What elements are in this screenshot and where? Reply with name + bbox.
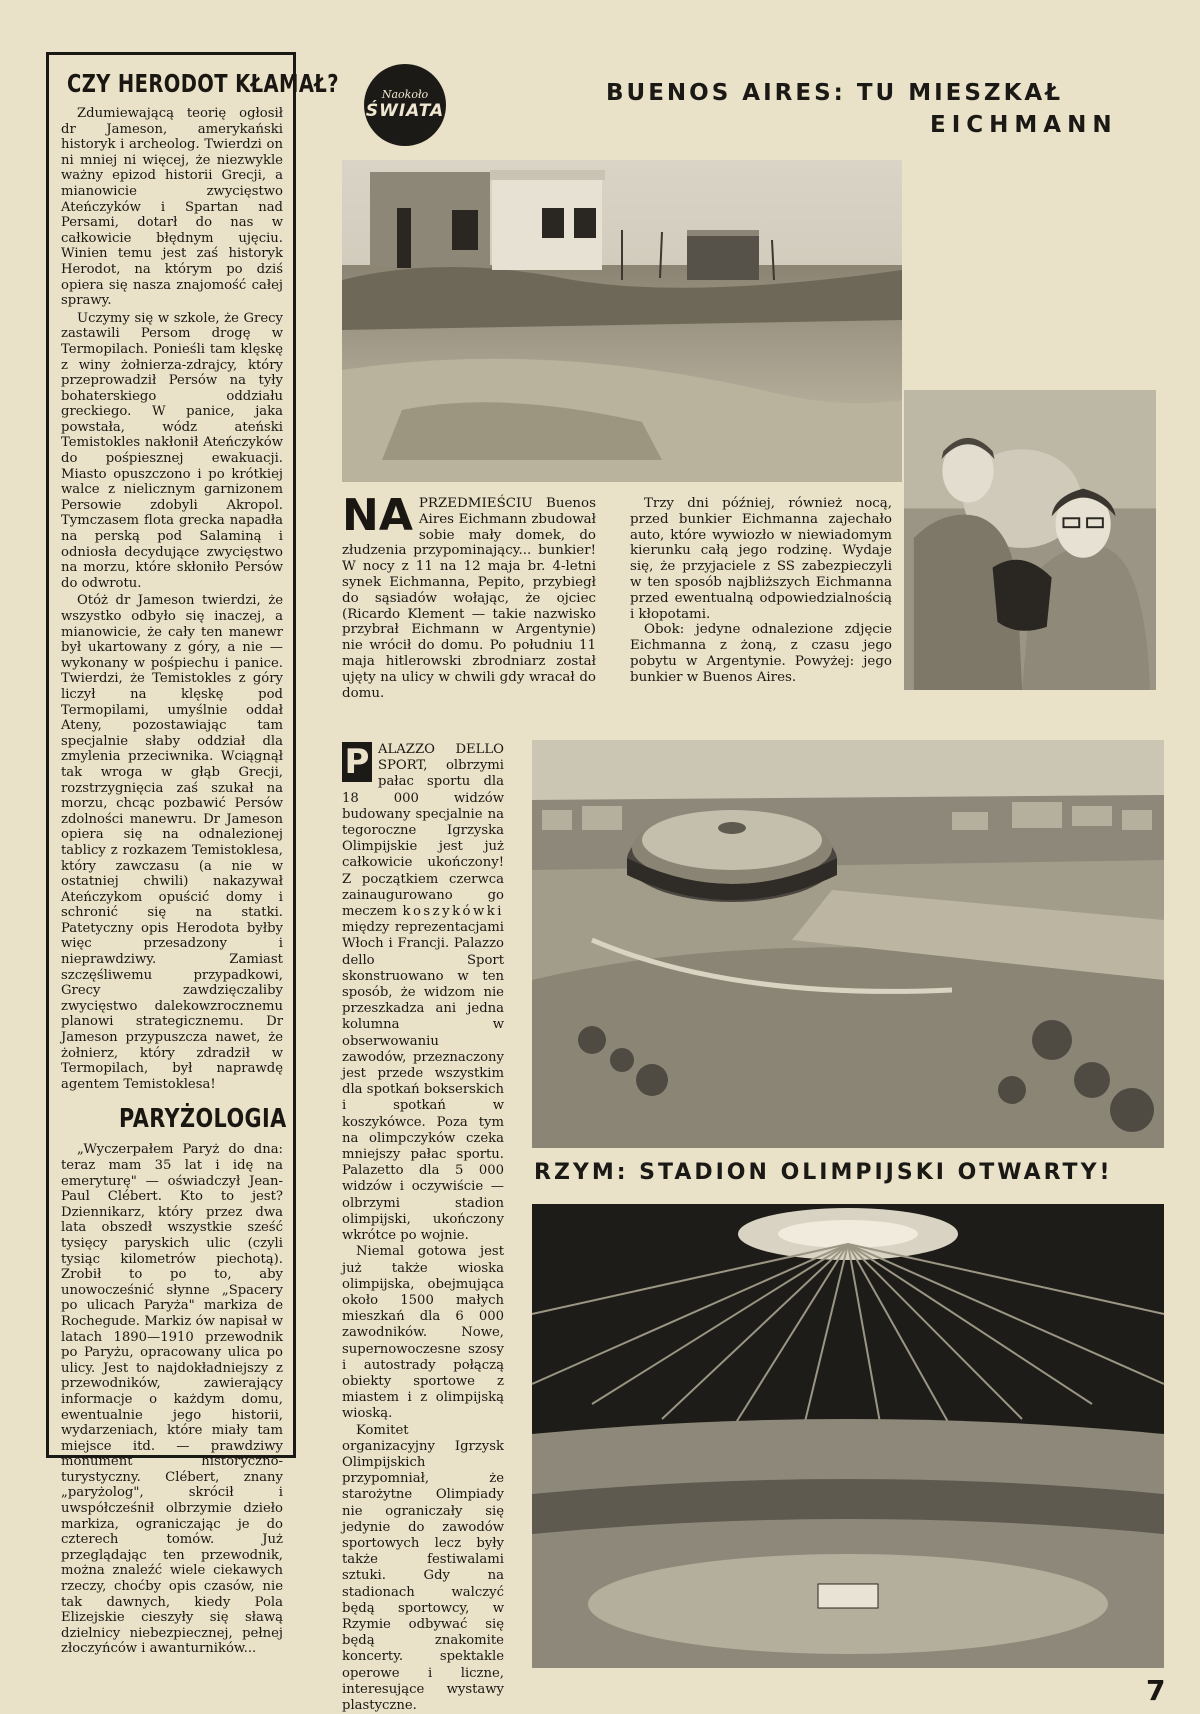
rome-para1-text: olbrzymi pałac sportu dla 18 000 widzów budowany specjalnie na tegoroczne Igrzyska Olimpijskie jest już całkowicie ukończony! Z początkiem czerwca zainaugurowano go meczem: [342, 758, 504, 920]
rome-para3: Komitet organizacyjny Igrzysk Olimpijskich przypomniał, że starożytne Olimpiady nie ograniczały się jedynie do zawodów sportowych lecz były także festiwalami sztuki. Gdy na stadionach walczyć będą sportowcy, w Rzymie odbywać się będą znakomite koncerty. spektakle operowe i liczne, interesujące wystawy plastyczne.: [342, 1422, 504, 1713]
sidebar-paragraph: „Wyczerpałem Paryż do dna: teraz mam 35 lat i idę na emeryturę" — oświadczył Jean-Paul Clébert. Kto to jest? Dziennikarz, który przez dwa lata obszedł wszystkie sześć tysięcy paryskich ulic (czyli tysiąc kilometrów piechotą). Zrobił to po to, aby unowocześnić słynne „Spacery po ulicach Paryża" markiza de Rochegude. Markiz ów napisał w latach 1890—1910 przewodnik po Paryżu, opracowany ulica po ulicy. Jest to najdokładniejszy z przewodników, zawierający informacje o każdym domu, ewentualnie jego historii, wydarzeniach, które miały tam miejsce itd. — prawdziwy monument historyczno-turystyczny. Clébert, znany „paryżolog", skrócił i uwspółcześnił olbrzymie dzieło markiza, ograniczając je do czterech tomów. Już przeglądając ten przewodnik, można znaleźć wiele ciekawych rzeczy, choćby opis czasów, nie tak dawnych, kiedy Pola Elizejskie cieszyły się sławą dzielnicy niebezpiecznej, pełnej złoczyńców i awanturników...: [61, 1142, 283, 1657]
eichmann-headline-line2: EICHMANN: [930, 112, 1118, 138]
sidebar-title-herodot: CZY HERODOT KŁAMAŁ?: [67, 69, 339, 98]
logo-top-text: Naokoło: [381, 88, 429, 101]
page-number: 7: [1146, 1674, 1166, 1707]
bunker-photo-image: [342, 160, 902, 482]
sidebar-paragraph: Uczymy się w szkole, że Grecy zastawili Persom drogę w Termopilach. Ponieśli tam klęskę z winy żołnierza-zdrajcy, który przeprowadził Persów na tyły bohaterskiego oddziału greckiego. W panice, jaka powstała, wódz ateński Temistokles nakłonił Ateńczyków do pośpiesznej ewakuacji. Miasto opuszczono i po krótkiej walce z nielicznym garnizonem Persowie zdobyli Akropol. Tymczasem flota grecka napadła na perską pod Salaminą i odniosła decydujące zwycięstwo na morzu, które skłoniło Persów do odwrotu.: [61, 310, 283, 591]
eichmann-photo-caption: Obok: jedyne odnalezione zdjęcie Eichmanna z żoną, z czasu jego pobytu w Argentynie. Powyżej: jego bunkier w Buenos Aires.: [630, 622, 892, 685]
rome-para2: Niemal gotowa jest już także wioska olimpijska, obejmująca około 1500 małych mieszkań dla 6 000 zawodników. Nowe, supernowoczesne szosy i autostrady połączą obiekty sportowe z miastem i z olimpijską wioską.: [342, 1244, 504, 1422]
sidebar-paragraph: Otóż dr Jameson twierdzi, że wszystko odbyło się inaczej, a mianowicie, że cały ten manewr był ukartowany z góry, a nie — wykonany w pośpiechu i panice. Twierdzi, że Temistokles z góry liczył na klęskę pod Termopilami, umyślnie oddał Ateny, pozostawiając tam specjalnie słaby oddział dla zmylenia przeciwnika. Wciągnął tak wroga w głąb Grecji, rozstrzygnięcia zaś szukał na morzu, chcąc pozbawić Persów zdolności manewru. Dr Jameson opiera się na odnalezionej tablicy z rozkazem Temistoklesa, który zawczasu (a nie w ostatniej chwili) nakazywał Ateńczykom opuścić domy i schronić się na statki. Patetyczny opis Herodota byłby więc przesadzony i nieprawdziwy. Zamiast szczęśliwemu przypadkowi, Grecy zawdzięczaliby zwycięstwo dalekowzrocznemu planowi strategicznemu. Dr Jameson przypuszcza nawet, że żołnierz, który zdradził w Termopilach, był naprawdę agentem Temistoklesa!: [61, 593, 283, 1092]
eichmann-dropcap: NA: [342, 490, 413, 541]
eichmann-lead-paragraph: [342, 490, 596, 701]
eichmann-col1-text: Buenos Aires Eichmann zbudował sobie mały domek, do złudzenia przypominający... bunkier! W nocy z 11 na 12 maja br. 4-letni synek Eichmanna, Pepito, przybiegł do sąsiadów wołając, że ojciec (Ricardo Klement — takie nazwisko przybrał Eichmann w Argentynie) nie wrócił do domu. Po południu 11 maja hitlerowski zbrodniarz został ujęty na ulicy w chwili gdy wracał do domu.: [342, 496, 596, 701]
rome-lead-paragraph: [342, 742, 504, 1244]
bunker-photo: [342, 160, 902, 482]
palazzo-aerial-photo: [532, 740, 1164, 1148]
rome-lead-caps: ALAZZO DELLO SPORT,: [378, 742, 504, 774]
rome-headline: RZYM: STADION OLIMPIJSKI OTWARTY!: [534, 1160, 1113, 1185]
sidebar-paragraph: Zdumiewającą teorię ogłosił dr Jameson, amerykański historyk i archeolog. Twierdzi on ni mniej ni więcej, że niezwykle ważny epizod historii Grecji, a mianowicie zwycięstwo Ateńczyków i Spartan nad Persami, dotarł do nas w całkowicie błędnym ujęciu. Winien temu jest zaś historyk Herodot, na którym po dziś opiera się nasza znajomość całej sprawy.: [61, 106, 283, 309]
eichmann-portrait-image: [904, 390, 1156, 690]
stadium-interior-image: [532, 1204, 1164, 1668]
eichmann-headline-line1: BUENOS AIRES: TU MIESZKAŁ: [606, 80, 1064, 106]
logo-main-text: ŚWIATA: [365, 101, 445, 121]
rome-article-column: [342, 742, 504, 1714]
eichmann-portrait-photo: [902, 388, 1158, 692]
sidebar-title-paryzologia: PARYŻOLOGIA: [119, 1104, 287, 1135]
eichmann-article-col1: [342, 490, 596, 701]
rome-spaced-word: koszykówki: [402, 904, 504, 920]
eichmann-lead-caps: PRZEDMIEŚCIU: [418, 496, 533, 511]
palazzo-aerial-image: [532, 740, 1164, 1148]
rome-para1b-text: między reprezentacjami Włoch i Francji. Palazzo dello Sport skonstruowano w ten sposób, że widzom nie przeszkadza ani jedna kolumna w obserwowaniu zawodów, przeznaczony jest przede wszystkim dla spotkań bokserskich i spotkań w koszykówce. Poza tym na olimpczyków czeka mniejszy pałac sportu. Palazetto dla 5 000 widzów i oczywiście — olbrzymi stadion olimpijski, ukończony wkrótce po wojnie.: [342, 920, 504, 1244]
eichmann-article-col2: [630, 496, 892, 686]
rome-dropcap: P: [342, 742, 372, 782]
sidebar-box: [46, 52, 339, 1657]
stadium-interior-photo: [532, 1204, 1164, 1668]
magazine-logo: [364, 64, 446, 146]
eichmann-col2-text: Trzy dni później, również nocą, przed bunkier Eichmanna zajechało auto, które wywiozło w niewiadomym kierunku całą jego rodzinę. Wydaje się, że przyjaciele z SS zabezpieczyli w ten sposób najbliższych Eichmanna przed ewentualną odpowiedzialnością i kłopotami.: [630, 496, 892, 622]
